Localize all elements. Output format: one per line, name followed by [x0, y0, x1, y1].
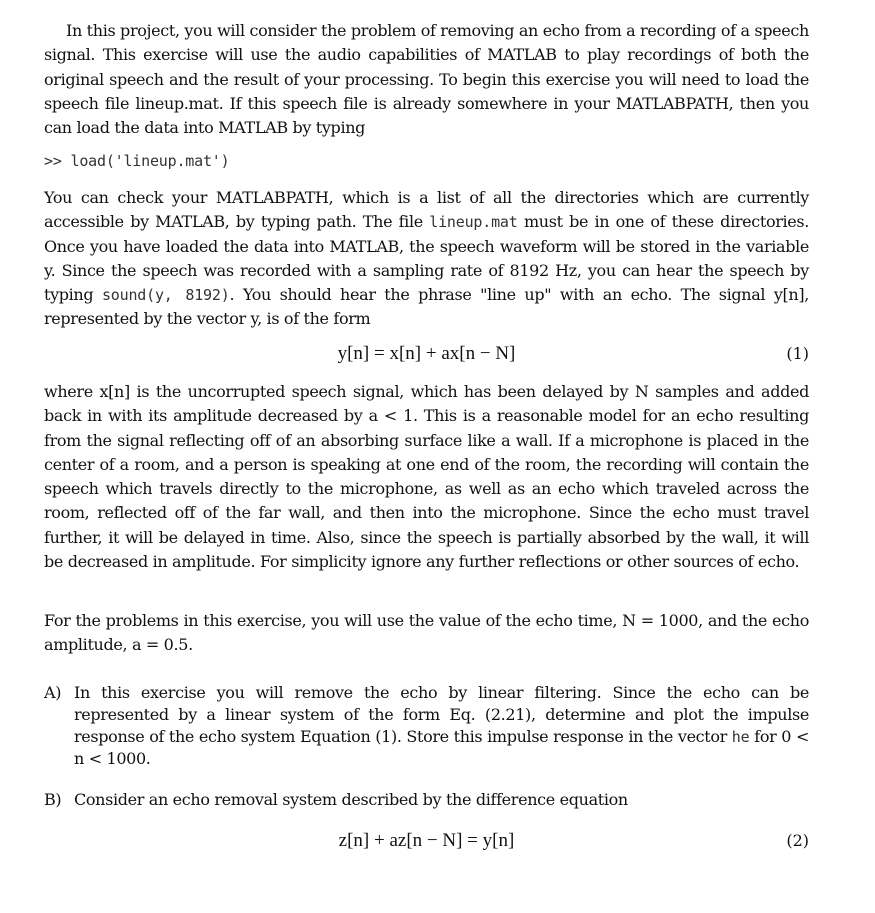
exercise-item-a [44, 682, 809, 770]
matlabpath-text-2: must be in one of these directories. Once you have loaded the data into MATLAB, the speech waveform will be stored in the variable y. Since the speech was recorded with a sampling rate of 8192 Hz, you can hear the speech by typing [44, 212, 810, 305]
inline-code-he: he [731, 728, 750, 746]
equation-1 [44, 343, 809, 369]
item-a-text [74, 682, 809, 770]
item-a-text-1: In this exercise you will remove the echo by linear filtering. Since the echo can be represented by a linear system of the form Eq. (2.21), determine and plot the impulse response of the echo system Equation (1). Store this impulse response in the vector [74, 683, 809, 746]
parameters-paragraph [44, 609, 809, 658]
intro-text: In this project, you will consider the problem of removing an echo from a recording of a speech signal. This exercise will use the audio capabilities of MATLAB to play recordings of both the original speech and the result of your processing. To begin this exercise you will need to load the speech file lineup.mat. If this speech file is already somewhere in your MATLABPATH, then you can load the data into MATLAB by typing [44, 21, 809, 138]
parameters-text: For the problems in this exercise, you will use the value of the echo time, N = 1000, and the echo amplitude, a = 0.5. [44, 611, 809, 655]
echo-model-paragraph [44, 380, 809, 574]
intro-paragraph [44, 19, 809, 140]
item-b-label: B) [44, 790, 62, 809]
equation-2-body: z[n] + az[n − N] = y[n] [338, 830, 515, 851]
equation-1-body: y[n] = x[n] + ax[n − N] [337, 343, 516, 364]
equation-1-number: (1) [786, 344, 809, 363]
load-command-code: >> load('lineup.mat') [44, 152, 230, 170]
matlabpath-paragraph [44, 186, 809, 332]
equation-2 [44, 830, 809, 856]
item-a-text-2: for 0 < n < 1000. [74, 727, 809, 768]
inline-code-sound: sound(y, 8192) [101, 286, 230, 305]
exercise-item-b [44, 789, 809, 811]
item-a-label: A) [44, 683, 62, 702]
echo-model-text: where x[n] is the uncorrupted speech signal, which has been delayed by N samples and added back in with its amplitude decreased by a < 1. This is a reasonable model for an echo resulting from the signal reflecting off of an absorbing surface like a wall. If a microphone is placed in the center of a room, and a person is speaking at one end of the room, the recording will contain the speech which travels directly to the microphone, as well as an echo which traveled across the room, reflected off of the far wall, and then into the microphone. Since the echo must travel further, it will be delayed in time. Also, since the speech is partially absorbed by the wall, it will be decreased in amplitude. For simplicity ignore any further reflections or other sources of echo. [44, 382, 809, 572]
matlabpath-text-3: . You should hear the phrase "line up" with an echo. The signal y[n], represented by the vector y, is of the form [44, 285, 809, 329]
matlabpath-text-1: You can check your MATLABPATH, which is a list of all the directories which are currently accessible by MATLAB, by typing path. The file [44, 188, 809, 232]
inline-code-filename: lineup.mat [429, 213, 518, 232]
equation-2-number: (2) [786, 831, 809, 850]
item-b-text: Consider an echo removal system described by the difference equation [74, 790, 628, 809]
